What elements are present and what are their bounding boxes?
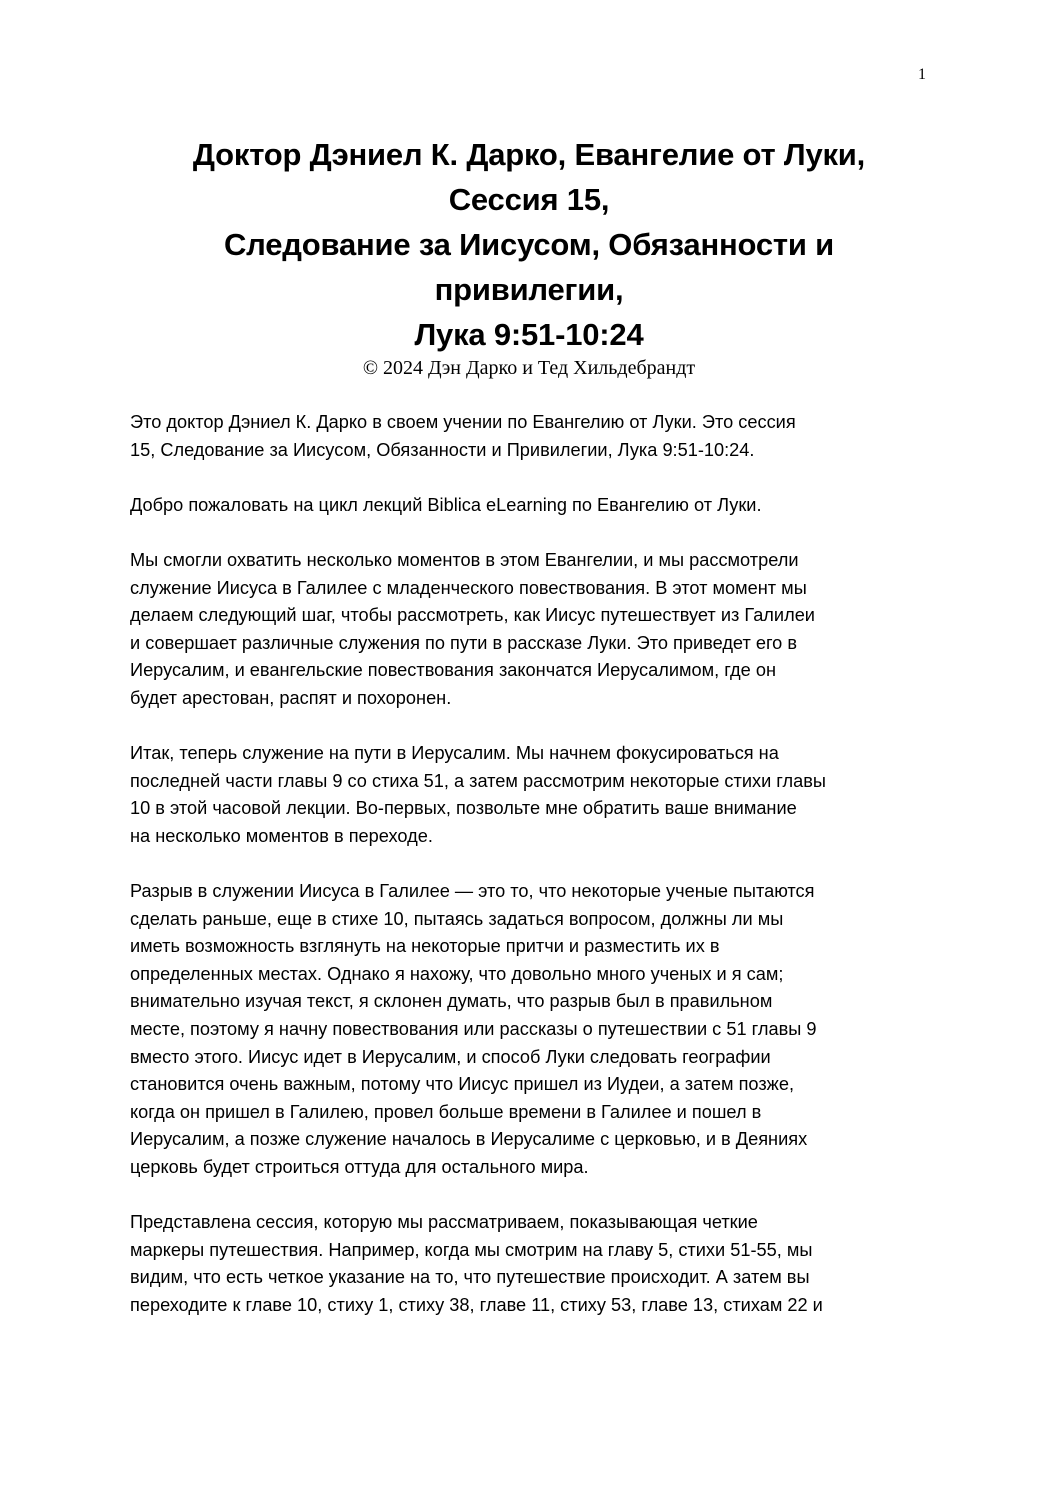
paragraph [130, 878, 930, 1182]
text-line: служение Иисуса в Галилее с младенческого повествования. В этот момент мы [130, 577, 807, 598]
paragraph [130, 740, 930, 850]
text-line: когда он пришел в Галилею, провел больше времени в Галилее и пошел в [130, 1101, 762, 1122]
text-line: иметь возможность взглянуть на некоторые притчи и разместить их в [130, 936, 720, 957]
text-line: определенных местах. Однако я нахожу, что довольно много ученых и я сам; [130, 963, 784, 984]
text-line: переходите к главе 10, стиху 1, стиху 38, главе 11, стиху 53, главе 13, стихам 22 и [130, 1295, 823, 1315]
body-text [130, 409, 930, 1347]
text-line: вместо этого. Иисус идет в Иерусалим, и способ Луки следовать географии [130, 1046, 771, 1067]
text-line: Иерусалим, а позже служение началось в Иерусалиме с церковью, и в Деяниях [130, 1129, 808, 1150]
title-line: Сессия 15, [448, 182, 610, 217]
text-line: видим, что есть четкое указание на то, что путешествие происходит. А затем вы [130, 1267, 810, 1288]
text-line: месте, поэтому я начну повествования или рассказы о путешествии с 51 главы 9 [130, 1019, 817, 1040]
title-block [130, 132, 928, 381]
text-line: Разрыв в служении Иисуса в Галилее — это то, что некоторые ученые пытаются [130, 881, 815, 902]
copyright-notice: © 2024 Дэн Дарко и Тед Хильдебрандт [362, 357, 696, 379]
paragraph [130, 409, 930, 464]
text-line: будет арестован, распят и похоронен. [130, 687, 452, 708]
page-number: 1 [918, 66, 926, 83]
text-line: Добро пожаловать на цикл лекций Biblica eLearning по Евангелию от Луки. [130, 494, 762, 515]
text-line: становится очень важным, потому что Иисус пришел из Иудеи, а затем позже, [130, 1074, 795, 1095]
text-line: внимательно изучая текст, я склонен думать, что разрыв был в правильном [130, 991, 773, 1012]
text-line: последней части главы 9 со стиха 51, а затем рассмотрим некоторые стихи главы [130, 770, 826, 791]
title-line: привилегии, [434, 272, 624, 307]
text-line: церковь будет строиться оттуда для остального мира. [130, 1157, 589, 1178]
paragraph [130, 547, 930, 713]
text-line: сделать раньше, еще в стихе 10, пытаясь задаться вопросом, должны ли мы [130, 908, 784, 929]
text-line: Представлена сессия, которую мы рассматриваем, показывающая четкие [130, 1212, 758, 1233]
text-line: Мы смогли охватить несколько моментов в этом Евангелии, и мы рассмотрели [130, 549, 799, 570]
text-line: делаем следующий шаг, чтобы рассмотреть, как Иисус путешествует из Галилеи [130, 605, 815, 626]
text-line: Это доктор Дэниел К. Дарко в своем учении по Евангелию от Луки. Это сессия [130, 412, 796, 432]
text-line: и совершает различные служения по пути в рассказе Луки. Это приведет его в [130, 632, 798, 653]
text-line: Иерусалим, и евангельские повествования закончатся Иерусалимом, где он [130, 660, 776, 681]
text-line: маркеры путешествия. Например, когда мы смотрим на главу 5, стихи 51-55, мы [130, 1239, 813, 1260]
title-line: Лука 9:51-10:24 [414, 317, 644, 352]
text-line: на несколько моментов в переходе. [130, 825, 433, 846]
text-line: Итак, теперь служение на пути в Иерусалим. Мы начнем фокусироваться на [130, 743, 779, 764]
text-line: 10 в этой часовой лекции. Во-первых, позвольте мне обратить ваше внимание [130, 798, 797, 819]
paragraph [130, 492, 930, 520]
paragraph [130, 1209, 930, 1319]
title-line: Доктор Дэниел К. Дарко, Евангелие от Луки, [192, 137, 866, 172]
text-line: 15, Следование за Иисусом, Обязанности и Привилегии, Лука 9:51-10:24. [130, 439, 755, 460]
title-line: Следование за Иисусом, Обязанности и [224, 227, 834, 262]
